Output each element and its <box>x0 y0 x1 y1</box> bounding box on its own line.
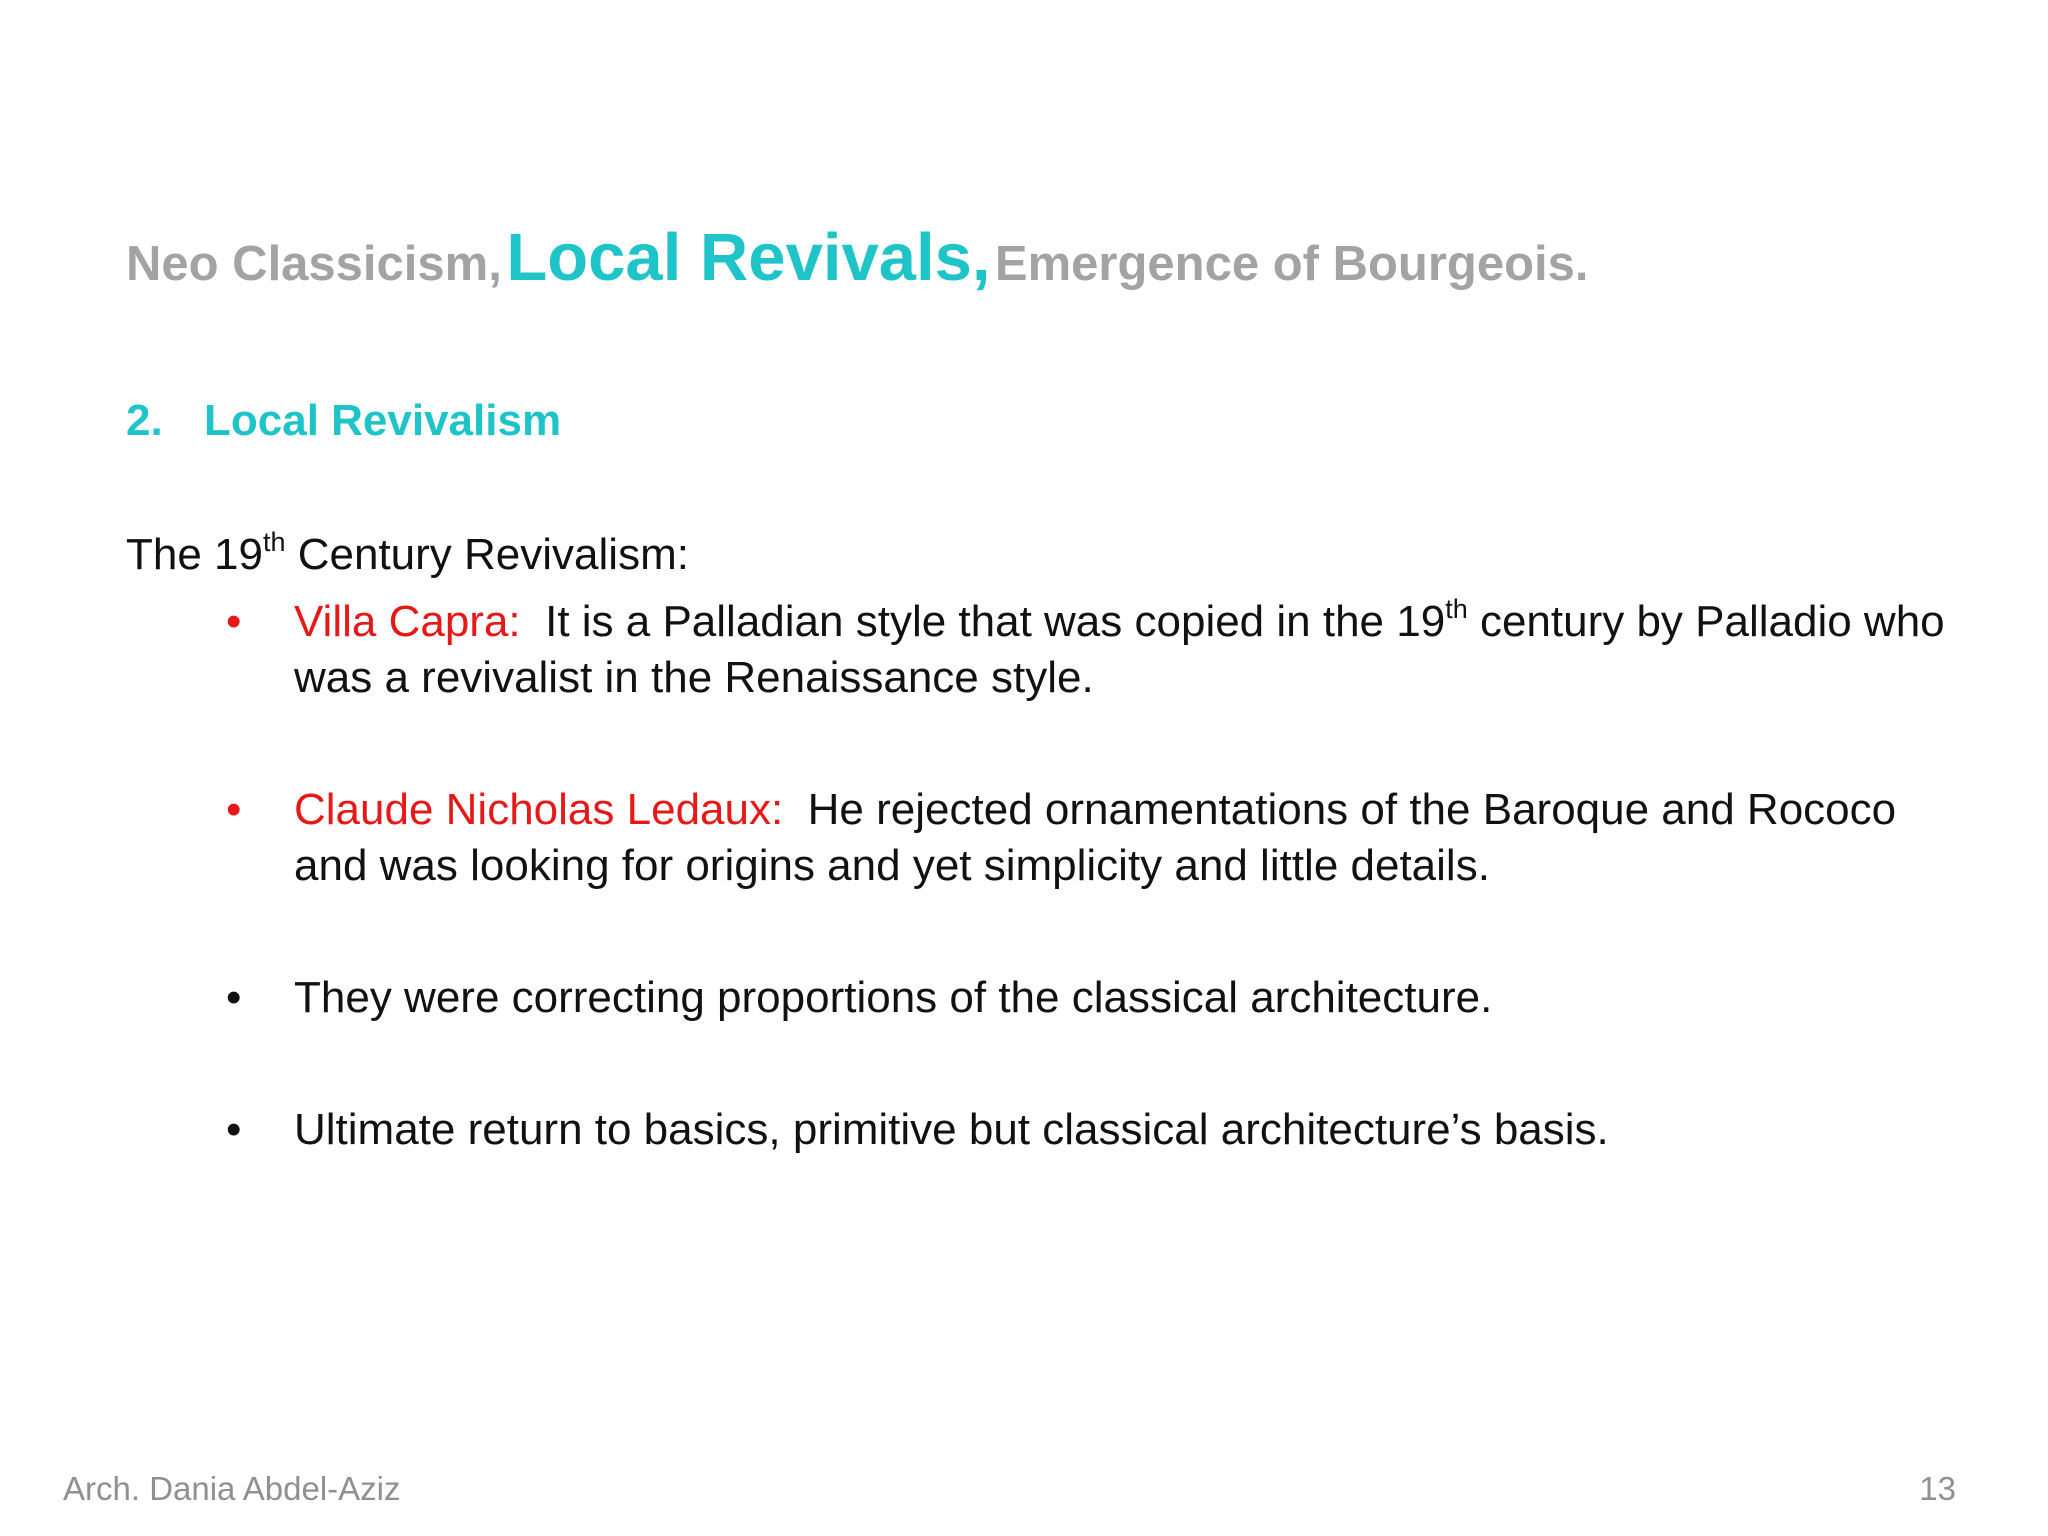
bullet-lead-villa-capra: Villa Capra: <box>294 597 521 646</box>
footer-author: Arch. Dania Abdel-Aziz <box>63 1470 401 1507</box>
bullet-text-a: It is a Palladian style that was copied in the 19 <box>545 597 1446 646</box>
bullet-superscript: th <box>1445 594 1468 624</box>
bullet-dot-icon: • <box>226 785 242 834</box>
section-number: 2. <box>126 396 163 445</box>
bullet-text: Ultimate return to basics, primitive but classical architecture’s basis. <box>294 1105 1609 1154</box>
intro-line <box>126 527 689 582</box>
bullet-item-proportions <box>226 970 1966 1026</box>
page-number: 13 <box>1919 1470 1956 1507</box>
title-part-local-revivals: Local Revivals, <box>506 220 991 295</box>
intro-superscript: th <box>262 527 286 557</box>
bullet-text-b: century by Palladio who was a revivalist in the Renaissance style. <box>294 597 1945 702</box>
section-label: Local Revivalism <box>204 396 562 445</box>
slide-title <box>126 218 1976 298</box>
bullet-dot-icon: • <box>226 597 242 646</box>
section-heading <box>126 395 561 448</box>
intro-suffix: Century Revivalism: <box>285 530 689 579</box>
bullet-dot-icon: • <box>226 1105 242 1154</box>
bullet-list <box>226 594 1966 1158</box>
bullet-lead-ledoux: Claude Nicholas Ledaux: <box>294 785 784 834</box>
bullet-dot-icon: • <box>226 973 242 1022</box>
intro-prefix: The 19 <box>126 530 263 579</box>
bullet-item-basics <box>226 1102 1966 1158</box>
bullet-text: They were correcting proportions of the classical architecture. <box>294 973 1493 1022</box>
title-part-emergence-of-bourgeois: Emergence of Bourgeois. <box>994 237 1589 291</box>
title-part-neo-classicism: Neo Classicism, <box>126 237 502 291</box>
bullet-item-villa-capra <box>226 594 1966 706</box>
bullet-item-ledoux <box>226 782 1966 894</box>
bullet-text: He rejected ornamentations of the Baroque and Rococo and was looking for origins and yet simplicity and little details. <box>294 785 1897 890</box>
